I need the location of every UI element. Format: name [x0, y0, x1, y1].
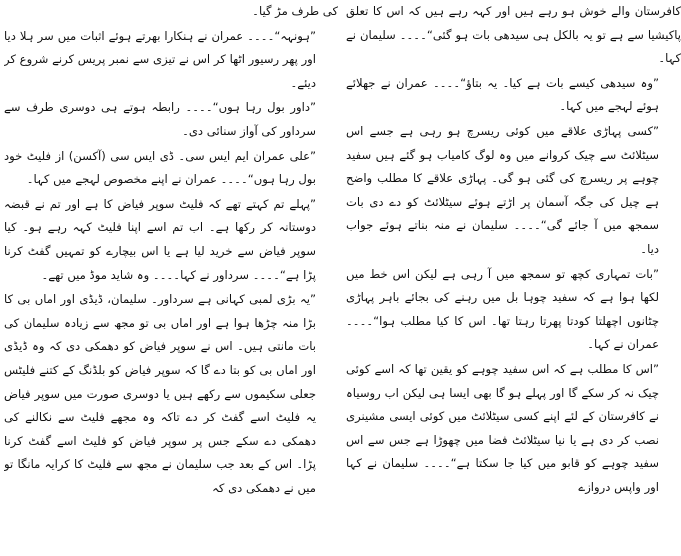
paragraph: ”پہلے تم کہتے تھے کہ فلیٹ سوپر فیاض کا ہے اور تم نے قبضہ دوستانہ کر رکھا ہے۔ اب تم اسے اپنا فلیٹ کہہ رہے ہو۔ کیا سوپر فیاض سے خرید لیا ہے یا اس بیچارے کو تمہیں گفٹ کرنا پڑا ہے“۔۔۔۔ سرداور نے کہا۔۔۔۔ وہ شاید موڈ میں تھے۔ — [4, 196, 316, 282]
paragraph: ”علی عمران ایم ایس سی۔ ڈی ایس سی (آکسن) از فلیٹ خود بول رہا ہوں“۔۔۔۔ عمران نے اپنے مخصوص لہجے میں کہا۔ — [4, 148, 316, 187]
paragraph: کی طرف مڑ گیا۔ — [252, 4, 338, 18]
paragraph: ”یہ بڑی لمبی کہانی ہے سرداور۔ سلیمان، ڈیڈی اور اماں بی کا بڑا منہ چڑھا ہوا ہے اور اماں بی تو مجھ سے زیادہ سلیمان کی بات مانتی ہیں۔ اس نے سوپر فیاض کو دھمکی دی کہ وہ ڈیڈی اور اماں بی کو بتا دے گا کہ سوپر فیاض کو بلڈنگ کے کتنے فلیٹس جعلی سکیموں سے رکھے ہیں یا دوسری صورت میں سوپر فیاض یہ فلیٹ اسے گفٹ کر دے تاکہ وہ مجھے فلیٹ سے نکالنے کی دھمکی دے سکے جس پر سوپر فیاض کو فلیٹ اسے گفٹ کرنا پڑا۔ اس کے بعد جب سلیمان نے مجھ سے فلیٹ کا کرایہ مانگا تو میں نے دھمکی دی کہ — [4, 292, 316, 495]
text-column-left — [4, 0, 338, 556]
paragraph: ”وہ سیدھی کیسے بات ہے کیا۔ یہ بتاؤ“۔۔۔۔ عمران نے جھلائے ہوئے لہجے میں کہا۔ — [346, 75, 659, 114]
paragraph: ”کسی پہاڑی علاقے میں کوئی ریسرچ ہو رہی ہے جسے اس سیٹلائٹ سے چیک کروانے میں وہ لوگ کامیاب ہو گئے ہیں سفید چوہے پر ریسرچ کی گئی ہو گی۔ پہاڑی علاقے کا مطلب واضح ہے چیل کی جگہ آسمان پر اڑتے ہوئے سیٹلائٹ کو دے دی بات سمجھ میں آ جائے گی“۔۔۔۔ سلیمان نے منہ بناتے ہوئے جواب دیا۔ — [346, 123, 659, 256]
paragraph: ”ہونہہ“۔۔۔۔ عمران نے ہنکارا بھرتے ہوئے اثبات میں سر ہلا دیا اور پھر رسیور اٹھا کر اس نے تیزی سے نمبر پریس کرنے شروع کر دیئے۔ — [4, 28, 316, 90]
text-column-right — [346, 0, 681, 556]
paragraph: ”بات تمہاری کچھ تو سمجھ میں آ رہی ہے لیکن اس خط میں لکھا ہوا ہے کہ سفید چوہا بل میں رہنے کی بجائے باہر پہاڑی چٹانوں اچھلتا کودتا پھرتا رہتا تھا۔ اس کا کیا مطلب ہوا“۔۔۔۔ عمران نے کہا۔ — [346, 266, 659, 352]
paragraph: کافرستان والے خوش ہو رہے ہیں اور کہہ رہے ہیں کہ اس کا تعلق پاکیشیا سے ہے تو یہ بالکل ہی سیدھی بات ہو گئی“۔۔۔۔ سلیمان نے کہا۔ — [346, 4, 681, 66]
paragraph: ”داور بول رہا ہوں“۔۔۔۔ رابطہ ہوتے ہی دوسری طرف سے سرداور کی آواز سنائی دی۔ — [4, 100, 316, 138]
paragraph: ”اس کا مطلب ہے کہ اس سفید چوہے کو یقین تھا کہ اسے کوئی چیک نہ کر سکے گا اور پہلے ہو گا بھی ایسا ہی لیکن اب روسیاہ نے کافرستان کے لئے اپنے کسی سیٹلائٹ میں کوئی ایسی مشینری نصب کر دی ہے یا نیا سیٹلائٹ فضا میں چھوڑا ہے جس سے اس سفید چوہے کو قابو میں کیا جا سکتا ہے“۔۔۔۔ سلیمان نے کہا اور واپس دروازے — [346, 361, 659, 494]
